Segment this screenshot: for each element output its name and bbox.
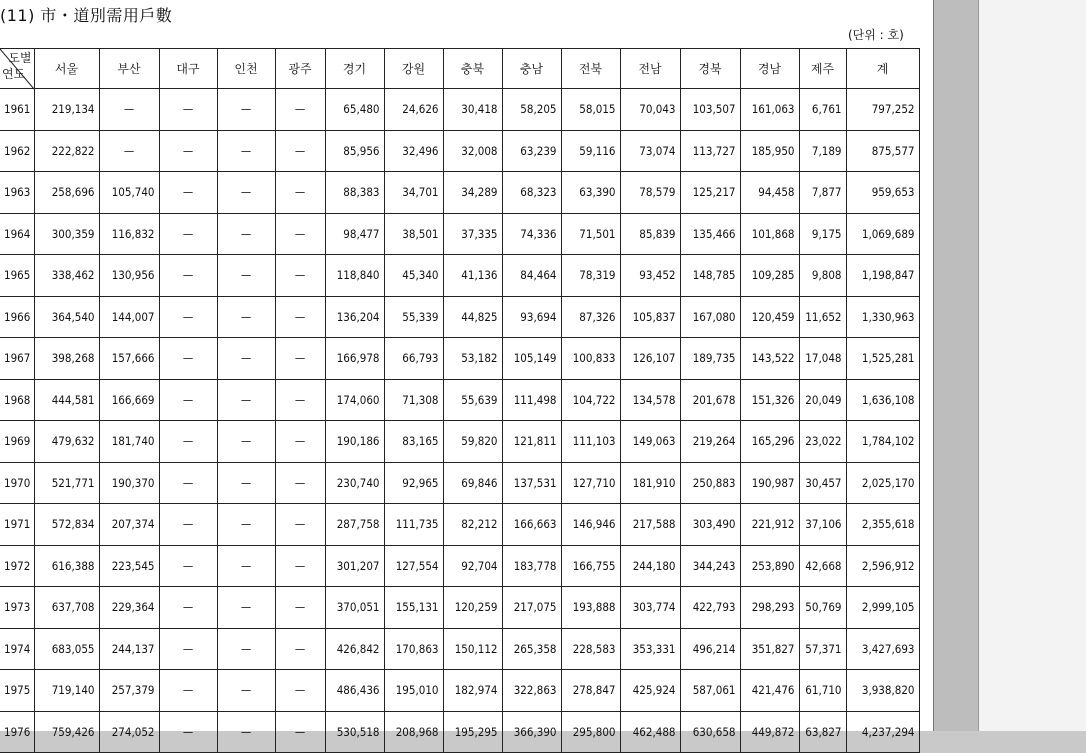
empty-cell: — (275, 255, 325, 297)
empty-cell: — (275, 587, 325, 629)
value-cell: 137,531 (502, 462, 561, 504)
value-cell: 244,180 (620, 545, 680, 587)
value-cell: 70,043 (620, 89, 680, 131)
value-cell: 63,827 (799, 711, 846, 753)
value-cell: 253,890 (740, 545, 799, 587)
empty-cell: — (275, 670, 325, 712)
year-cell: 1961 (0, 89, 34, 131)
value-cell: 166,755 (561, 545, 620, 587)
value-cell: 759,426 (34, 711, 99, 753)
value-cell: 287,758 (325, 504, 384, 546)
column-header: 충북 (443, 49, 502, 89)
value-cell: 637,708 (34, 587, 99, 629)
empty-cell: — (217, 89, 275, 131)
empty-cell: — (275, 338, 325, 380)
value-cell: 1,198,847 (846, 255, 919, 297)
year-cell: 1972 (0, 545, 34, 587)
empty-cell: — (217, 172, 275, 214)
empty-cell: — (217, 587, 275, 629)
column-header: 전북 (561, 49, 620, 89)
value-cell: 116,832 (99, 213, 159, 255)
value-cell: 351,827 (740, 628, 799, 670)
value-cell: 65,480 (325, 89, 384, 131)
empty-cell: — (159, 587, 217, 629)
year-cell: 1968 (0, 379, 34, 421)
empty-cell: — (159, 255, 217, 297)
value-cell: 174,060 (325, 379, 384, 421)
value-cell: 521,771 (34, 462, 99, 504)
value-cell: 217,075 (502, 587, 561, 629)
table-row (0, 130, 919, 172)
page-title: (11) 市・道別需用戶數 (0, 6, 173, 25)
empty-cell: — (159, 504, 217, 546)
value-cell: 683,055 (34, 628, 99, 670)
value-cell: 221,912 (740, 504, 799, 546)
value-cell: 2,999,105 (846, 587, 919, 629)
value-cell: 2,596,912 (846, 545, 919, 587)
table-row (0, 172, 919, 214)
value-cell: 208,968 (384, 711, 443, 753)
empty-cell: — (217, 213, 275, 255)
value-cell: 63,390 (561, 172, 620, 214)
empty-cell: — (159, 545, 217, 587)
value-cell: 58,205 (502, 89, 561, 131)
value-cell: 587,061 (680, 670, 740, 712)
column-header: 강원 (384, 49, 443, 89)
value-cell: 195,010 (384, 670, 443, 712)
value-cell: 34,289 (443, 172, 502, 214)
value-cell: 42,668 (799, 545, 846, 587)
value-cell: 719,140 (34, 670, 99, 712)
value-cell: 148,785 (680, 255, 740, 297)
empty-cell: — (275, 504, 325, 546)
empty-cell: — (217, 255, 275, 297)
value-cell: 166,669 (99, 379, 159, 421)
empty-cell: — (275, 213, 325, 255)
value-cell: 3,938,820 (846, 670, 919, 712)
table-row (0, 462, 919, 504)
empty-cell: — (159, 462, 217, 504)
empty-cell: — (275, 379, 325, 421)
table-body (0, 89, 919, 753)
value-cell: 257,379 (99, 670, 159, 712)
value-cell: 353,331 (620, 628, 680, 670)
value-cell: 496,214 (680, 628, 740, 670)
value-cell: 265,358 (502, 628, 561, 670)
year-cell: 1965 (0, 255, 34, 297)
column-header: 인천 (217, 49, 275, 89)
column-header: 경기 (325, 49, 384, 89)
year-cell: 1963 (0, 172, 34, 214)
value-cell: 161,063 (740, 89, 799, 131)
value-cell: 364,540 (34, 296, 99, 338)
value-cell: 85,956 (325, 130, 384, 172)
empty-cell: — (275, 462, 325, 504)
value-cell: 300,359 (34, 213, 99, 255)
year-cell: 1969 (0, 421, 34, 463)
value-cell: 190,987 (740, 462, 799, 504)
year-cell: 1966 (0, 296, 34, 338)
empty-cell: — (159, 172, 217, 214)
value-cell: 422,793 (680, 587, 740, 629)
value-cell: 105,740 (99, 172, 159, 214)
value-cell: 24,626 (384, 89, 443, 131)
value-cell: 303,490 (680, 504, 740, 546)
value-cell: 11,652 (799, 296, 846, 338)
table-row (0, 587, 919, 629)
empty-cell: — (275, 89, 325, 131)
value-cell: 157,666 (99, 338, 159, 380)
value-cell: 530,518 (325, 711, 384, 753)
value-cell: 83,165 (384, 421, 443, 463)
value-cell: 1,525,281 (846, 338, 919, 380)
value-cell: 572,834 (34, 504, 99, 546)
value-cell: 50,769 (799, 587, 846, 629)
value-cell: 93,694 (502, 296, 561, 338)
value-cell: 9,175 (799, 213, 846, 255)
value-cell: 398,268 (34, 338, 99, 380)
value-cell: 92,965 (384, 462, 443, 504)
value-cell: 166,663 (502, 504, 561, 546)
value-cell: 4,237,294 (846, 711, 919, 753)
empty-cell: — (159, 213, 217, 255)
value-cell: 71,501 (561, 213, 620, 255)
value-cell: 92,704 (443, 545, 502, 587)
year-cell: 1967 (0, 338, 34, 380)
value-cell: 189,735 (680, 338, 740, 380)
value-cell: 126,107 (620, 338, 680, 380)
value-cell: 113,727 (680, 130, 740, 172)
value-cell: 230,740 (325, 462, 384, 504)
column-header: 제주 (799, 49, 846, 89)
value-cell: 109,285 (740, 255, 799, 297)
value-cell: 120,259 (443, 587, 502, 629)
column-header: 충남 (502, 49, 561, 89)
empty-cell: — (275, 545, 325, 587)
empty-cell: — (275, 711, 325, 753)
value-cell: 344,243 (680, 545, 740, 587)
empty-cell: — (275, 296, 325, 338)
column-header: 부산 (99, 49, 159, 89)
empty-cell: — (99, 130, 159, 172)
value-cell: 55,639 (443, 379, 502, 421)
year-cell: 1964 (0, 213, 34, 255)
value-cell: 71,308 (384, 379, 443, 421)
data-table (0, 48, 920, 753)
value-cell: 9,808 (799, 255, 846, 297)
value-cell: 93,452 (620, 255, 680, 297)
empty-cell: — (159, 670, 217, 712)
value-cell: 201,678 (680, 379, 740, 421)
value-cell: 111,735 (384, 504, 443, 546)
value-cell: 229,364 (99, 587, 159, 629)
value-cell: 222,822 (34, 130, 99, 172)
value-cell: 37,106 (799, 504, 846, 546)
empty-cell: — (275, 172, 325, 214)
value-cell: 449,872 (740, 711, 799, 753)
value-cell: 146,946 (561, 504, 620, 546)
value-cell: 7,877 (799, 172, 846, 214)
value-cell: 298,293 (740, 587, 799, 629)
value-cell: 66,793 (384, 338, 443, 380)
value-cell: 151,326 (740, 379, 799, 421)
value-cell: 219,134 (34, 89, 99, 131)
table-row (0, 255, 919, 297)
empty-cell: — (217, 421, 275, 463)
value-cell: 185,950 (740, 130, 799, 172)
empty-cell: — (217, 711, 275, 753)
empty-cell: — (217, 296, 275, 338)
value-cell: 182,974 (443, 670, 502, 712)
year-cell: 1974 (0, 628, 34, 670)
value-cell: 338,462 (34, 255, 99, 297)
value-cell: 150,112 (443, 628, 502, 670)
value-cell: 120,459 (740, 296, 799, 338)
unit-label: (단위 : 호) (848, 28, 904, 42)
value-cell: 322,863 (502, 670, 561, 712)
value-cell: 181,910 (620, 462, 680, 504)
value-cell: 69,846 (443, 462, 502, 504)
value-cell: 217,588 (620, 504, 680, 546)
value-cell: 127,554 (384, 545, 443, 587)
empty-cell: — (159, 711, 217, 753)
table-row (0, 504, 919, 546)
value-cell: 959,653 (846, 172, 919, 214)
value-cell: 183,778 (502, 545, 561, 587)
value-cell: 105,149 (502, 338, 561, 380)
empty-cell: — (275, 628, 325, 670)
value-cell: 207,374 (99, 504, 159, 546)
value-cell: 17,048 (799, 338, 846, 380)
empty-cell: — (217, 462, 275, 504)
column-header: 서울 (34, 49, 99, 89)
value-cell: 165,296 (740, 421, 799, 463)
value-cell: 486,436 (325, 670, 384, 712)
value-cell: 303,774 (620, 587, 680, 629)
year-cell: 1971 (0, 504, 34, 546)
value-cell: 111,498 (502, 379, 561, 421)
value-cell: 59,820 (443, 421, 502, 463)
value-cell: 84,464 (502, 255, 561, 297)
value-cell: 301,207 (325, 545, 384, 587)
year-cell: 1976 (0, 711, 34, 753)
value-cell: 166,978 (325, 338, 384, 380)
value-cell: 59,116 (561, 130, 620, 172)
value-cell: 135,466 (680, 213, 740, 255)
value-cell: 98,477 (325, 213, 384, 255)
value-cell: 7,189 (799, 130, 846, 172)
value-cell: 34,701 (384, 172, 443, 214)
table-row (0, 338, 919, 380)
value-cell: 444,581 (34, 379, 99, 421)
value-cell: 125,217 (680, 172, 740, 214)
value-cell: 111,103 (561, 421, 620, 463)
value-cell: 103,507 (680, 89, 740, 131)
value-cell: 136,204 (325, 296, 384, 338)
value-cell: 223,545 (99, 545, 159, 587)
value-cell: 1,784,102 (846, 421, 919, 463)
value-cell: 616,388 (34, 545, 99, 587)
empty-cell: — (217, 628, 275, 670)
value-cell: 20,049 (799, 379, 846, 421)
corner-header (0, 49, 34, 89)
value-cell: 228,583 (561, 628, 620, 670)
corner-label-year: 연도 (2, 67, 26, 81)
value-cell: 244,137 (99, 628, 159, 670)
table-row (0, 89, 919, 131)
value-cell: 155,131 (384, 587, 443, 629)
table-row (0, 421, 919, 463)
value-cell: 58,015 (561, 89, 620, 131)
empty-cell: — (159, 130, 217, 172)
value-cell: 45,340 (384, 255, 443, 297)
value-cell: 37,335 (443, 213, 502, 255)
value-cell: 57,371 (799, 628, 846, 670)
value-cell: 479,632 (34, 421, 99, 463)
value-cell: 101,868 (740, 213, 799, 255)
value-cell: 44,825 (443, 296, 502, 338)
value-cell: 134,578 (620, 379, 680, 421)
value-cell: 144,007 (99, 296, 159, 338)
empty-cell: — (217, 379, 275, 421)
value-cell: 167,080 (680, 296, 740, 338)
column-header: 대구 (159, 49, 217, 89)
empty-cell: — (275, 421, 325, 463)
empty-cell: — (159, 89, 217, 131)
empty-cell: — (159, 421, 217, 463)
value-cell: 278,847 (561, 670, 620, 712)
corner-label-province: 도별 (8, 51, 32, 65)
value-cell: 85,839 (620, 213, 680, 255)
empty-cell: — (159, 628, 217, 670)
value-cell: 1,330,963 (846, 296, 919, 338)
value-cell: 143,522 (740, 338, 799, 380)
empty-cell: — (217, 338, 275, 380)
year-cell: 1975 (0, 670, 34, 712)
value-cell: 73,074 (620, 130, 680, 172)
empty-cell: — (217, 504, 275, 546)
value-cell: 421,476 (740, 670, 799, 712)
value-cell: 193,888 (561, 587, 620, 629)
value-cell: 53,182 (443, 338, 502, 380)
value-cell: 274,052 (99, 711, 159, 753)
empty-cell: — (217, 545, 275, 587)
value-cell: 55,339 (384, 296, 443, 338)
table-row (0, 379, 919, 421)
value-cell: 118,840 (325, 255, 384, 297)
value-cell: 149,063 (620, 421, 680, 463)
value-cell: 61,710 (799, 670, 846, 712)
value-cell: 2,025,170 (846, 462, 919, 504)
value-cell: 170,863 (384, 628, 443, 670)
value-cell: 258,696 (34, 172, 99, 214)
side-panel (978, 0, 1086, 731)
value-cell: 130,956 (99, 255, 159, 297)
empty-cell: — (217, 670, 275, 712)
value-cell: 630,658 (680, 711, 740, 753)
column-header: 전남 (620, 49, 680, 89)
value-cell: 32,496 (384, 130, 443, 172)
value-cell: 1,069,689 (846, 213, 919, 255)
value-cell: 78,319 (561, 255, 620, 297)
table-row (0, 545, 919, 587)
value-cell: 63,239 (502, 130, 561, 172)
column-header: 경남 (740, 49, 799, 89)
column-header: 경북 (680, 49, 740, 89)
value-cell: 87,326 (561, 296, 620, 338)
value-cell: 105,837 (620, 296, 680, 338)
table-row (0, 628, 919, 670)
column-header: 계 (846, 49, 919, 89)
value-cell: 41,136 (443, 255, 502, 297)
empty-cell: — (275, 130, 325, 172)
value-cell: 88,383 (325, 172, 384, 214)
empty-cell: — (159, 296, 217, 338)
value-cell: 250,883 (680, 462, 740, 504)
value-cell: 295,800 (561, 711, 620, 753)
value-cell: 190,186 (325, 421, 384, 463)
value-cell: 30,418 (443, 89, 502, 131)
value-cell: 366,390 (502, 711, 561, 753)
value-cell: 94,458 (740, 172, 799, 214)
value-cell: 875,577 (846, 130, 919, 172)
value-cell: 82,212 (443, 504, 502, 546)
value-cell: 6,761 (799, 89, 846, 131)
year-cell: 1973 (0, 587, 34, 629)
value-cell: 426,842 (325, 628, 384, 670)
value-cell: 30,457 (799, 462, 846, 504)
value-cell: 797,252 (846, 89, 919, 131)
value-cell: 78,579 (620, 172, 680, 214)
value-cell: 127,710 (561, 462, 620, 504)
value-cell: 190,370 (99, 462, 159, 504)
table-row (0, 711, 919, 753)
value-cell: 100,833 (561, 338, 620, 380)
value-cell: 121,811 (502, 421, 561, 463)
value-cell: 3,427,693 (846, 628, 919, 670)
value-cell: 32,008 (443, 130, 502, 172)
empty-cell: — (159, 338, 217, 380)
value-cell: 462,488 (620, 711, 680, 753)
value-cell: 74,336 (502, 213, 561, 255)
value-cell: 425,924 (620, 670, 680, 712)
value-cell: 104,722 (561, 379, 620, 421)
value-cell: 68,323 (502, 172, 561, 214)
value-cell: 2,355,618 (846, 504, 919, 546)
value-cell: 181,740 (99, 421, 159, 463)
year-cell: 1962 (0, 130, 34, 172)
value-cell: 23,022 (799, 421, 846, 463)
column-header: 광주 (275, 49, 325, 89)
empty-cell: — (159, 379, 217, 421)
value-cell: 195,295 (443, 711, 502, 753)
value-cell: 219,264 (680, 421, 740, 463)
value-cell: 38,501 (384, 213, 443, 255)
empty-cell: — (99, 89, 159, 131)
table-row (0, 296, 919, 338)
value-cell: 370,051 (325, 587, 384, 629)
value-cell: 1,636,108 (846, 379, 919, 421)
viewer-background (934, 0, 978, 731)
header-row (0, 49, 919, 89)
table-row (0, 670, 919, 712)
table-row (0, 213, 919, 255)
empty-cell: — (217, 130, 275, 172)
year-cell: 1970 (0, 462, 34, 504)
